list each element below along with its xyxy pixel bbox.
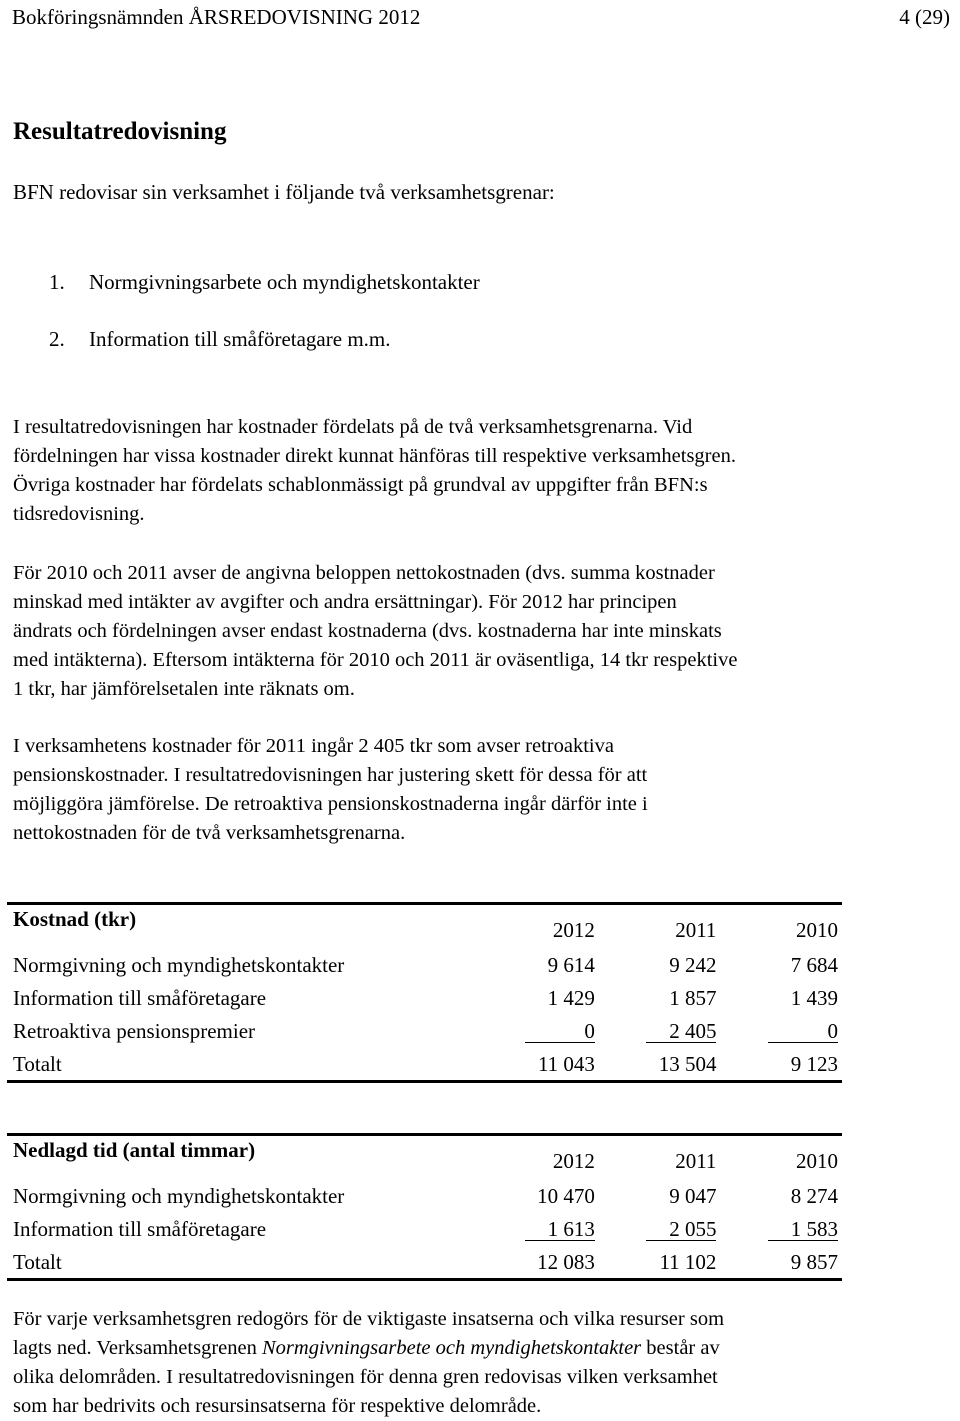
- cell-value: 9 047: [669, 1184, 717, 1208]
- cell-value: 7 684: [790, 953, 838, 977]
- table-header-label: Kostnad (tkr): [7, 904, 477, 946]
- text-line: [13, 1334, 943, 1363]
- table-header-year: 2011: [599, 1135, 721, 1177]
- text-line: tidsredovisning.: [13, 503, 145, 525]
- text-line: som har bedrivits och resursinsatserna för respektive delområde.: [13, 1395, 542, 1417]
- text-segment: lagts ned. Verksamhetsgrenen: [13, 1337, 262, 1359]
- table-header-year: 2010: [720, 904, 842, 946]
- table-row: [7, 1209, 842, 1242]
- text-line: fördelningen har vissa kostnader direkt kunnat hänföras till respektive verksamhetsgren.: [13, 445, 736, 467]
- cell-value: 9 123: [720, 1044, 842, 1082]
- cell-value: 9 242: [669, 953, 717, 977]
- text-segment: består av: [641, 1337, 720, 1359]
- text-line: olika delområden. I resultatredovisningen för denna gren redovisas vilken verksamhet: [13, 1366, 718, 1388]
- text-line: 1 tkr, har jämförelsetalen inte räknats om.: [13, 678, 355, 700]
- list-text: Information till småföretagare m.m.: [89, 327, 391, 351]
- cell-value: 8 274: [790, 1184, 838, 1208]
- table-header-year: 2011: [599, 904, 721, 946]
- text-line: För varje verksamhetsgren redogörs för de viktigaste insatserna och vilka resurser som: [13, 1308, 725, 1330]
- page-header-title: Bokföringsnämnden ÅRSREDOVISNING 2012: [12, 5, 421, 29]
- paragraph-allocation: [13, 413, 943, 529]
- text-line: I resultatredovisningen har kostnader fördelats på de två verksamhetsgrenarna. Vid: [13, 416, 693, 438]
- table-row: [7, 978, 842, 1011]
- paragraph-resources: [13, 1305, 943, 1421]
- intro-text: BFN redovisar sin verksamhet i följande två verksamhetsgrenar:: [13, 180, 555, 204]
- text-line: minskad med intäkter av avgifter och andra ersättningar). För 2012 har principen: [13, 591, 677, 613]
- row-label: Information till småföretagare: [13, 986, 267, 1010]
- text-line: ändrats och fördelningen avser endast kostnaderna (dvs. kostnaderna har inte minskats: [13, 620, 722, 642]
- cell-value: 12 083: [477, 1242, 599, 1280]
- row-label: Normgivning och myndighetskontakter: [13, 1184, 345, 1208]
- paragraph-pension: [13, 732, 943, 848]
- row-label: Normgivning och myndighetskontakter: [13, 953, 345, 977]
- cell-value: 1 583: [768, 1218, 838, 1241]
- table-row: [7, 1176, 842, 1209]
- paragraph-net-costs: [13, 559, 943, 704]
- row-label: Totalt: [7, 1242, 477, 1280]
- table-row: [7, 945, 842, 978]
- cell-value: 10 470: [537, 1184, 595, 1208]
- cell-value: 2 055: [646, 1218, 716, 1241]
- list-text: Normgivningsarbete och myndighetskontakter: [89, 270, 480, 294]
- list-number: 1.: [49, 270, 65, 294]
- table-header-year: 2012: [477, 1135, 599, 1177]
- table-row: [7, 1011, 842, 1044]
- text-line: med intäkterna). Eftersom intäkterna för 2010 och 2011 är oväsentliga, 14 tkr respektive: [13, 649, 738, 671]
- text-line: Övriga kostnader har fördelats schablonmässigt på grundval av uppgifter från BFN:s: [13, 474, 708, 496]
- cell-value: 9 857: [720, 1242, 842, 1280]
- list-item: [49, 270, 480, 295]
- cell-value: 13 504: [599, 1044, 721, 1082]
- text-line: För 2010 och 2011 avser de angivna beloppen nettokostnaden (dvs. summa kostnader: [13, 562, 715, 584]
- table-header-year: 2010: [720, 1135, 842, 1177]
- cell-value: 1 857: [669, 986, 717, 1010]
- table-total-row: [7, 1044, 842, 1082]
- text-line: nettokostnaden för de två verksamhetsgrenarna.: [13, 822, 406, 844]
- time-table: [7, 1133, 842, 1281]
- row-label: Information till småföretagare: [13, 1217, 267, 1241]
- cell-value: 1 439: [790, 986, 838, 1010]
- text-line: I verksamhetens kostnader för 2011 ingår 2 405 tkr som avser retroaktiva: [13, 735, 614, 757]
- cell-value: 2 405: [646, 1020, 716, 1043]
- cell-value: 11 043: [477, 1044, 599, 1082]
- list-number: 2.: [49, 327, 65, 351]
- cell-value: 1 429: [547, 986, 595, 1010]
- cell-value: 11 102: [599, 1242, 721, 1280]
- row-label: Totalt: [7, 1044, 477, 1082]
- table-header-label: Nedlagd tid (antal timmar): [7, 1135, 477, 1177]
- list-item: [49, 327, 391, 352]
- text-line: möjliggöra jämförelse. De retroaktiva pensionskostnaderna ingår därför inte i: [13, 793, 648, 815]
- table-header-row: [7, 1135, 842, 1177]
- text-line: pensionskostnader. I resultatredovisningen har justering skett för dessa för att: [13, 764, 648, 786]
- section-title: Resultatredovisning: [13, 118, 227, 145]
- table-header-row: [7, 904, 842, 946]
- cell-value: 0: [768, 1020, 838, 1043]
- page-number: 4 (29): [899, 5, 950, 29]
- cell-value: 0: [525, 1020, 595, 1043]
- table-total-row: [7, 1242, 842, 1280]
- table-header-year: 2012: [477, 904, 599, 946]
- row-label: Retroaktiva pensionspremier: [13, 1019, 256, 1043]
- cost-table: [7, 902, 842, 1083]
- cell-value: 9 614: [547, 953, 595, 977]
- cell-value: 1 613: [525, 1218, 595, 1241]
- text-segment-italic: Normgivningsarbete och myndighetskontakter: [261, 1337, 642, 1359]
